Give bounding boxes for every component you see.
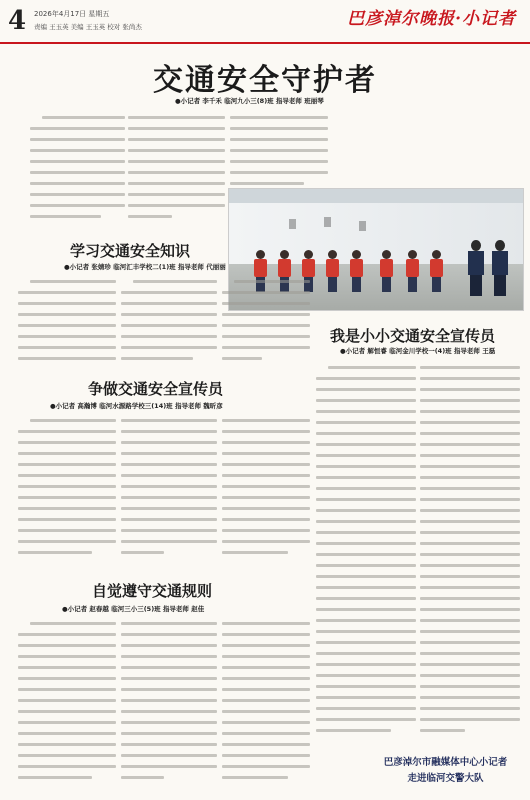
- section-byline-3: ●小记者 高瀚博 临河水源路学校三(14)班 指导老师 魏昕彦: [50, 402, 223, 410]
- section2-body-col1: [316, 362, 416, 742]
- section2-body-col2: [420, 362, 520, 742]
- section1-body-col2: [121, 276, 217, 372]
- section-title-4: 自觉遵守交通规则: [92, 582, 213, 600]
- page-number: 4: [8, 6, 27, 36]
- brand-logo: 巴彦淖尔晚报·小记者: [347, 9, 516, 29]
- issue-date: 2026年4月17日 星期五: [34, 10, 110, 18]
- section1-body-col3: [222, 276, 310, 372]
- article-body-col2: [128, 112, 225, 232]
- section-title-1: 学习交通安全知识: [70, 242, 191, 260]
- section3-body-col3: [222, 415, 310, 565]
- section4-body-col2: [121, 618, 217, 790]
- logo-line-1: 巴彦淖尔市融媒体中心小记者: [383, 757, 508, 768]
- column-logo: [373, 748, 518, 792]
- logo-line-2: 走进临河交警大队: [407, 773, 484, 784]
- section4-body-col3: [222, 618, 310, 790]
- section-byline-2: ●小记者 解恒睿 临河金川学校一(4)班 指导老师 王磊: [340, 347, 496, 355]
- section3-body-col1: [18, 415, 116, 565]
- article-body-col3: [230, 112, 328, 187]
- section3-body-col2: [121, 415, 217, 565]
- editor-credits: 责编 王玉英 美编 王玉英 校对 张尚杰: [34, 23, 142, 31]
- section4-body-col1: [18, 618, 116, 790]
- section-title-3: 争做交通安全宣传员: [88, 380, 224, 398]
- article-byline: ●小记者 李千禾 临河九小三(8)班 指导老师 班丽琴: [175, 97, 324, 105]
- page-header: [0, 0, 530, 44]
- article-title: 交通安全守护者: [153, 63, 377, 98]
- article-body-col1: [30, 112, 125, 232]
- section-byline-4: ●小记者 赵春越 临河三小三(5)班 指导老师 赵佳: [62, 605, 205, 613]
- section-title-2: 我是小小交通安全宣传员: [330, 327, 496, 345]
- section1-body-col1: [18, 276, 116, 372]
- section-byline-1: ●小记者 张婧珍 临河汇丰学校二(1)班 指导老师 代丽丽: [64, 263, 226, 271]
